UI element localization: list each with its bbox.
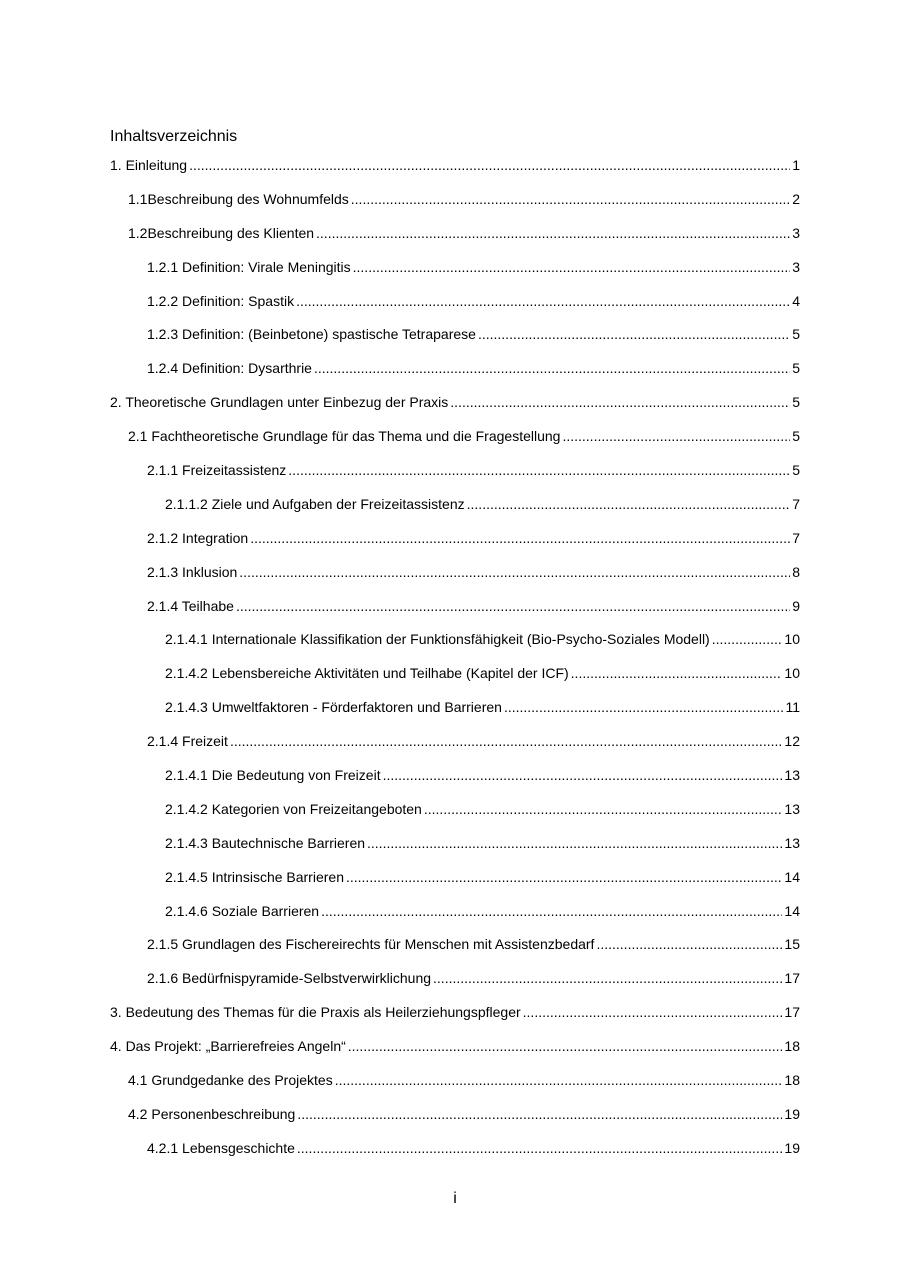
toc-dot-leader	[236, 596, 790, 616]
toc-entry[interactable]	[110, 1138, 800, 1172]
toc-entry-page: 5	[792, 462, 800, 479]
toc-entry-number: 1.1	[128, 190, 148, 207]
toc-entry-page: 3	[792, 224, 800, 241]
toc-entry-page: 2	[792, 190, 800, 207]
toc-dot-leader	[467, 494, 791, 514]
toc-dot-leader	[321, 901, 782, 921]
toc-dot-leader	[712, 629, 783, 649]
toc-dot-leader	[562, 426, 790, 446]
toc-entry[interactable]	[110, 799, 800, 833]
toc-entry[interactable]	[110, 663, 800, 697]
toc-entry-page: 9	[792, 597, 800, 614]
toc-entry-title: 2. Theoretische Grundlagen unter Einbezug der Praxis	[110, 394, 449, 411]
toc-entry-title: 2.1.4.5 Intrinsische Barrieren	[165, 868, 344, 885]
toc-entry-title: 2.1.3 Inklusion	[147, 563, 238, 580]
toc-entry-title: 1.2.1 Definition: Virale Meningitis	[147, 258, 351, 275]
toc-entry-page: 8	[792, 563, 800, 580]
toc-entry-title: 2.1.4.2 Lebensbereiche Aktivitäten und Teilhabe (Kapitel der ICF)	[165, 665, 569, 682]
toc-entry-title: 1.2.4 Definition: Dysarthrie	[147, 360, 312, 377]
toc-dot-leader	[478, 324, 790, 344]
toc-dot-leader	[596, 934, 782, 954]
toc-entry-page: 5	[792, 360, 800, 377]
toc-dot-leader	[346, 867, 782, 887]
toc-dot-leader	[383, 765, 783, 785]
toc-entry-title: 2.1.1.2 Ziele und Aufgaben der Freizeitassistenz	[165, 495, 465, 512]
toc-entry[interactable]	[110, 1002, 800, 1036]
toc-entry-page: 7	[792, 495, 800, 512]
toc-entry-page: 3	[792, 258, 800, 275]
toc-entry[interactable]	[110, 324, 800, 358]
toc-dot-leader	[297, 1104, 782, 1124]
toc-entry-page: 15	[784, 936, 800, 953]
toc-entry[interactable]	[110, 1104, 800, 1138]
toc-entry-title: 2.1 Fachtheoretische Grundlage für das Thema und die Fragestellung	[128, 428, 561, 445]
toc-entry[interactable]	[110, 460, 800, 494]
toc-entry[interactable]	[110, 291, 800, 325]
table-of-contents	[110, 155, 800, 1172]
toc-entry-title: 4. Das Projekt: „Barrierefreies Angeln“	[110, 1038, 346, 1055]
toc-entry[interactable]	[110, 189, 800, 223]
toc-entry[interactable]	[110, 562, 800, 596]
toc-entry-page: 14	[784, 868, 800, 885]
toc-entry-page: 17	[784, 1004, 800, 1021]
toc-entry[interactable]	[110, 494, 800, 528]
toc-entry[interactable]	[110, 934, 800, 968]
toc-entry[interactable]	[110, 697, 800, 731]
toc-entry-page: 1	[792, 157, 800, 173]
toc-entry-title: 1. Einleitung	[110, 157, 188, 173]
toc-entry[interactable]	[110, 1070, 800, 1104]
toc-dot-leader	[250, 528, 790, 548]
toc-entry[interactable]	[110, 426, 800, 460]
toc-dot-leader	[424, 799, 783, 819]
toc-entry-title: 2.1.4.3 Bautechnische Barrieren	[165, 834, 366, 851]
toc-entry-title: 2.1.5 Grundlagen des Fischereirechts für Menschen mit Assistenzbedarf	[147, 936, 595, 953]
toc-dot-leader	[571, 663, 783, 683]
toc-entry-page: 18	[784, 1072, 800, 1089]
toc-entry-page: 10	[784, 631, 800, 648]
toc-entry[interactable]	[110, 257, 800, 291]
toc-entry-page: 17	[784, 970, 800, 987]
toc-entry[interactable]	[110, 596, 800, 630]
toc-entry-title: 2.1.4.1 Internationale Klassifikation der Funktionsfähigkeit (Bio-Psycho-Soziales Modell)	[165, 631, 710, 648]
toc-entry[interactable]	[110, 867, 800, 901]
toc-dot-leader	[367, 833, 782, 853]
toc-entry-page: 13	[784, 767, 800, 784]
toc-entry-page: 4	[792, 292, 800, 309]
toc-dot-leader	[433, 968, 782, 988]
toc-entry[interactable]	[110, 223, 800, 257]
toc-entry[interactable]	[110, 968, 800, 1002]
toc-entry-title: 2.1.2 Integration	[147, 529, 249, 546]
toc-dot-leader	[288, 460, 790, 480]
toc-entry-page: 5	[792, 326, 800, 343]
toc-dot-leader	[314, 358, 790, 378]
toc-entry[interactable]	[110, 1036, 800, 1070]
toc-entry-title: 4.1 Grundgedanke des Projektes	[128, 1072, 333, 1089]
toc-entry-title: Beschreibung des Klienten	[147, 224, 315, 241]
toc-entry[interactable]	[110, 528, 800, 562]
toc-entry[interactable]	[110, 765, 800, 799]
toc-dot-leader	[335, 1070, 783, 1090]
toc-entry-page: 18	[784, 1038, 800, 1055]
toc-entry[interactable]	[110, 155, 800, 189]
toc-entry[interactable]	[110, 833, 800, 867]
toc-dot-leader	[450, 392, 790, 412]
toc-entry[interactable]	[110, 358, 800, 392]
toc-entry-title: 2.1.1 Freizeitassistenz	[147, 462, 287, 479]
toc-entry-title: 2.1.4 Freizeit	[147, 733, 228, 750]
toc-entry-page: 7	[792, 529, 800, 546]
toc-entry-page: 11	[785, 699, 800, 716]
toc-dot-leader	[230, 731, 782, 751]
toc-entry-page: 5	[792, 428, 800, 445]
toc-entry-title: 2.1.4.1 Die Bedeutung von Freizeit	[165, 767, 381, 784]
toc-entry-page: 5	[792, 394, 800, 411]
toc-entry-title: 1.2.3 Definition: (Beinbetone) spastische Tetraparese	[147, 326, 476, 343]
page-number: i	[453, 1190, 457, 1207]
toc-entry-title: 4.2 Personenbeschreibung	[128, 1105, 296, 1122]
toc-entry-page: 10	[784, 665, 800, 682]
toc-entry[interactable]	[110, 901, 800, 935]
toc-entry-title: 2.1.6 Bedürfnispyramide-Selbstverwirklichung	[147, 970, 432, 987]
toc-title: Inhaltsverzeichnis	[110, 128, 238, 145]
toc-entry-page: 19	[784, 1105, 800, 1122]
toc-entry[interactable]	[110, 392, 800, 426]
toc-dot-leader	[353, 257, 791, 277]
toc-entry-page: 19	[784, 1139, 800, 1156]
toc-dot-leader	[297, 1138, 783, 1158]
toc-entry-title: 2.1.4 Teilhabe	[147, 597, 234, 614]
toc-dot-leader	[296, 291, 790, 311]
toc-entry-title: 2.1.4.3 Umweltfaktoren - Förderfaktoren und Barrieren	[165, 699, 502, 716]
toc-entry-title: 2.1.4.6 Soziale Barrieren	[165, 902, 320, 919]
toc-dot-leader	[316, 223, 790, 243]
toc-entry-page: 12	[784, 733, 800, 750]
toc-dot-leader	[351, 189, 790, 209]
toc-entry-title: 4.2.1 Lebensgeschichte	[147, 1139, 295, 1156]
toc-dot-leader	[189, 155, 790, 175]
toc-entry-number: 1.2	[128, 224, 148, 241]
toc-entry[interactable]	[110, 629, 800, 663]
toc-entry-title: 3. Bedeutung des Themas für die Praxis als Heilerziehungspfleger	[110, 1004, 521, 1021]
toc-entry-title: 2.1.4.2 Kategorien von Freizeitangeboten	[165, 800, 422, 817]
toc-dot-leader	[523, 1002, 783, 1022]
toc-dot-leader	[348, 1036, 783, 1056]
toc-entry-page: 14	[784, 902, 800, 919]
toc-entry-page: 13	[784, 800, 800, 817]
toc-entry-page: 13	[784, 834, 800, 851]
toc-entry-title: 1.2.2 Definition: Spastik	[147, 292, 295, 309]
toc-dot-leader	[239, 562, 790, 582]
toc-entry[interactable]	[110, 731, 800, 765]
toc-entry-title: Beschreibung des Wohnumfelds	[147, 190, 349, 207]
toc-dot-leader	[504, 697, 784, 717]
